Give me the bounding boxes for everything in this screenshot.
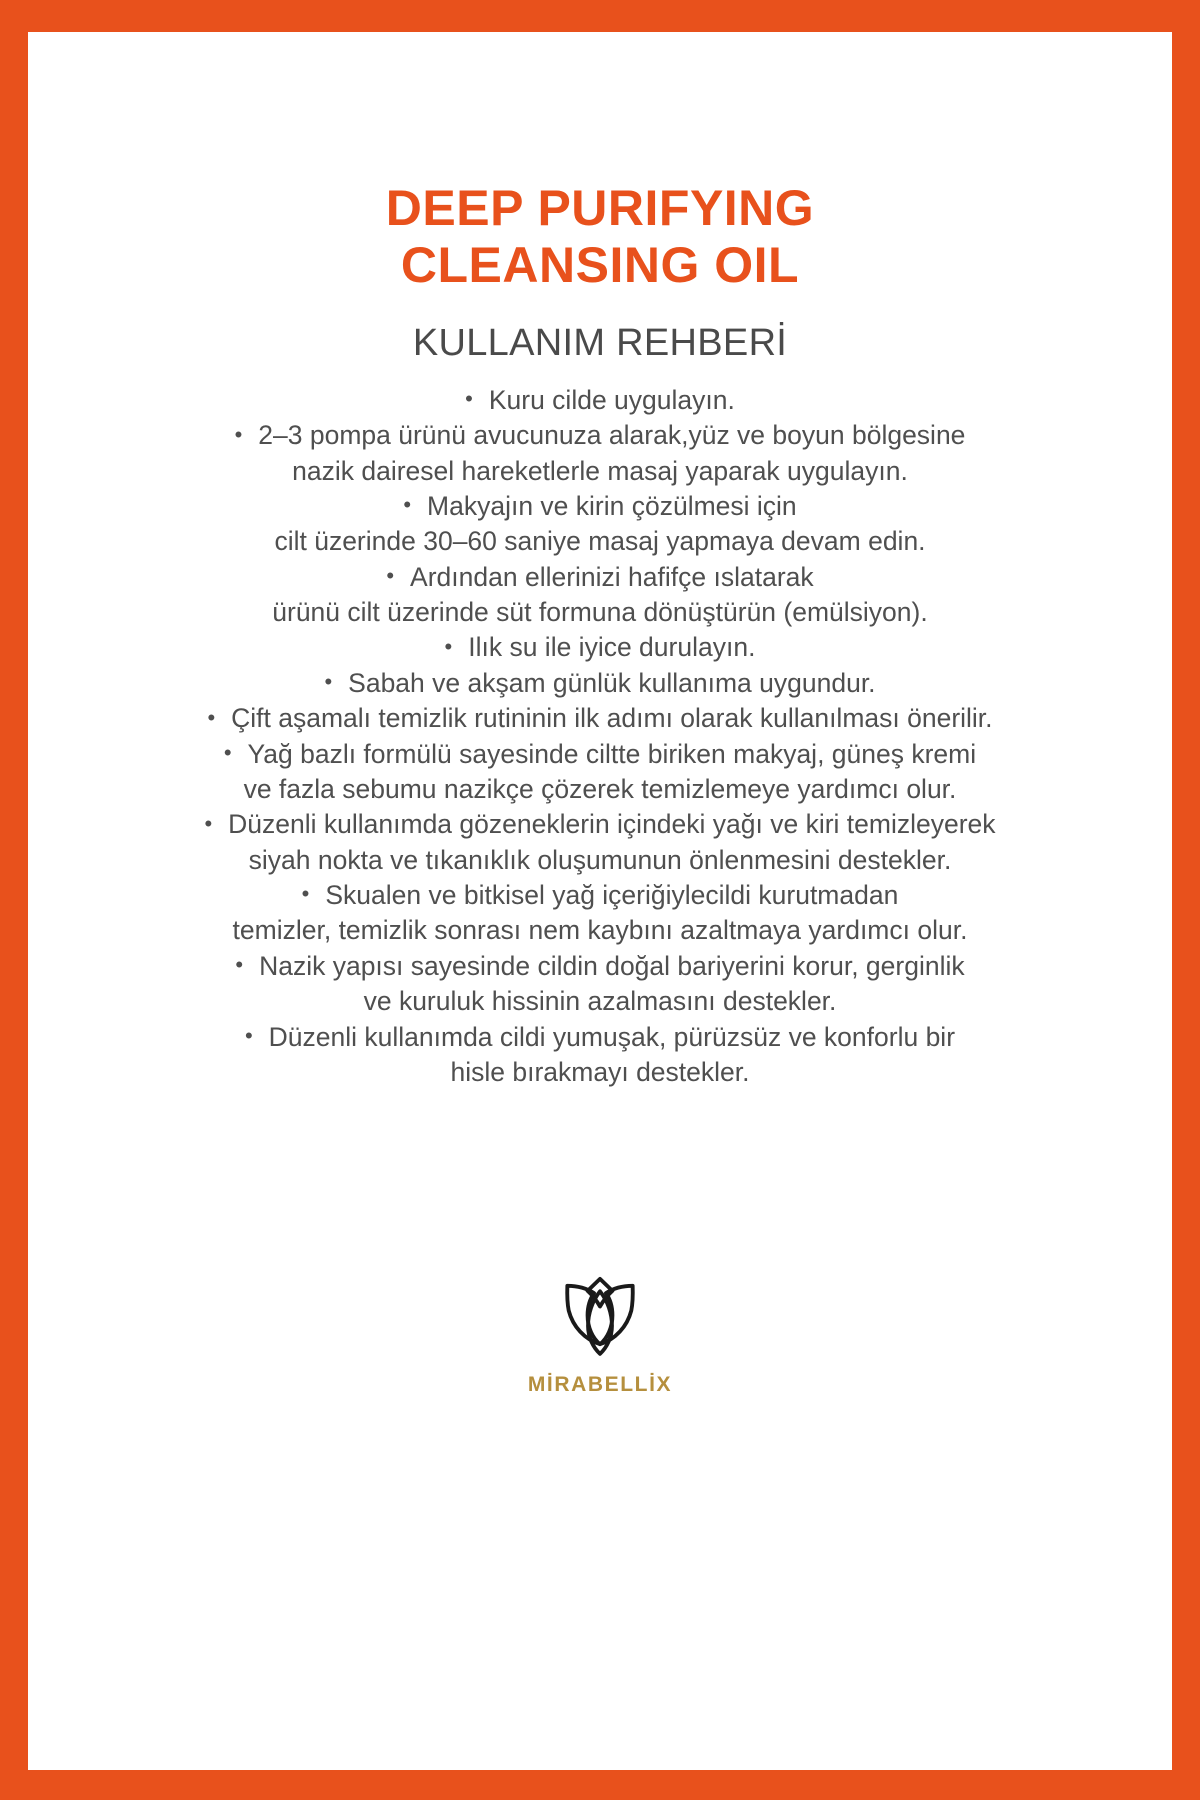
instruction-text: Düzenli kullanımda cildi yumuşak, pürüzsüz ve konforlu bir bbox=[268, 1021, 956, 1052]
bullet-dot-icon: • bbox=[324, 669, 333, 695]
instruction-text-continued: ürünü cilt üzerinde süt formuna dönüştürün (emülsiyon). bbox=[272, 597, 928, 628]
brand-name: MİRABELLİX bbox=[527, 1373, 673, 1396]
instruction-text: Ardından ellerinizi hafifçe ıslatarak bbox=[410, 561, 814, 592]
instruction-text: Ilık su ile iyice durulayın. bbox=[468, 632, 756, 663]
instruction-item bbox=[100, 878, 1100, 949]
instruction-text: Skualen ve bitkisel yağ içeriğiylecildi kurutmadan bbox=[325, 880, 899, 911]
bullet-dot-icon: • bbox=[301, 881, 310, 907]
instruction-item bbox=[100, 418, 1100, 489]
instructions-list bbox=[100, 383, 1100, 1091]
instruction-item bbox=[100, 1020, 1100, 1091]
bullet-dot-icon: • bbox=[235, 952, 244, 978]
product-title-line-2: CLEANSING OIL bbox=[400, 236, 800, 293]
instruction-item bbox=[100, 701, 1100, 736]
instruction-text: Sabah ve akşam günlük kullanıma uygundur. bbox=[348, 667, 876, 698]
instruction-text-continued: ve kuruluk hissinin azalmasını destekler. bbox=[363, 986, 837, 1017]
bullet-dot-icon: • bbox=[244, 1022, 253, 1048]
instruction-item bbox=[100, 807, 1100, 878]
instruction-text-continued: hisle bırakmayı destekler. bbox=[450, 1056, 750, 1087]
instruction-text-continued: ve fazla sebumu nazikçe çözerek temizlemeye yardımcı olur. bbox=[243, 773, 957, 804]
bullet-dot-icon: • bbox=[234, 421, 243, 447]
bullet-dot-icon: • bbox=[403, 492, 412, 518]
lotus-flower-icon bbox=[554, 1264, 646, 1360]
bullet-dot-icon: • bbox=[465, 386, 473, 412]
instruction-text: Makyajın ve kirin çözülmesi için bbox=[427, 490, 797, 521]
instruction-text: Düzenli kullanımda gözeneklerin içindeki yağı ve kiri temizleyerek bbox=[228, 809, 996, 840]
bullet-dot-icon: • bbox=[386, 563, 395, 589]
instruction-item bbox=[100, 489, 1100, 560]
instruction-text-continued: nazik dairesel hareketlerle masaj yaparak uygulayın. bbox=[292, 455, 908, 486]
instruction-text: Yağ bazlı formülü sayesinde ciltte biriken makyaj, güneş kremi bbox=[247, 738, 977, 769]
bullet-dot-icon: • bbox=[204, 810, 213, 836]
instruction-item bbox=[100, 949, 1100, 1020]
bullet-dot-icon: • bbox=[223, 739, 232, 765]
instruction-text: Çift aşamalı temizlik rutininin ilk adımı olarak kullanılması önerilir. bbox=[231, 703, 993, 734]
brand-block bbox=[28, 1264, 1172, 1397]
usage-guide-heading: KULLANIM REHBERİ bbox=[412, 322, 788, 364]
instruction-item bbox=[100, 630, 1100, 665]
instruction-text: 2–3 pompa ürünü avucunuza alarak,yüz ve boyun bölgesine bbox=[258, 420, 966, 451]
product-title bbox=[28, 180, 1172, 293]
title-block bbox=[28, 180, 1172, 365]
bullet-dot-icon: • bbox=[207, 704, 216, 730]
insert-content-area bbox=[28, 32, 1172, 1770]
instruction-text-continued: temizler, temizlik sonrası nem kaybını azaltmaya yardımcı olur. bbox=[232, 915, 968, 946]
instruction-text-continued: cilt üzerinde 30–60 saniye masaj yapmaya devam edin. bbox=[274, 526, 926, 557]
instruction-item bbox=[100, 737, 1100, 808]
instruction-text: Kuru cilde uygulayın. bbox=[488, 384, 735, 415]
instruction-text-continued: siyah nokta ve tıkanıklık oluşumunun önlenmesini destekler. bbox=[248, 844, 952, 875]
bullet-dot-icon: • bbox=[444, 633, 453, 659]
instruction-item bbox=[100, 560, 1100, 631]
instruction-item bbox=[100, 383, 1100, 418]
instruction-item bbox=[100, 666, 1100, 701]
product-title-line-1: DEEP PURIFYING bbox=[385, 180, 815, 236]
instruction-text: Nazik yapısı sayesinde cildin doğal bariyerini korur, gerginlik bbox=[259, 950, 965, 981]
